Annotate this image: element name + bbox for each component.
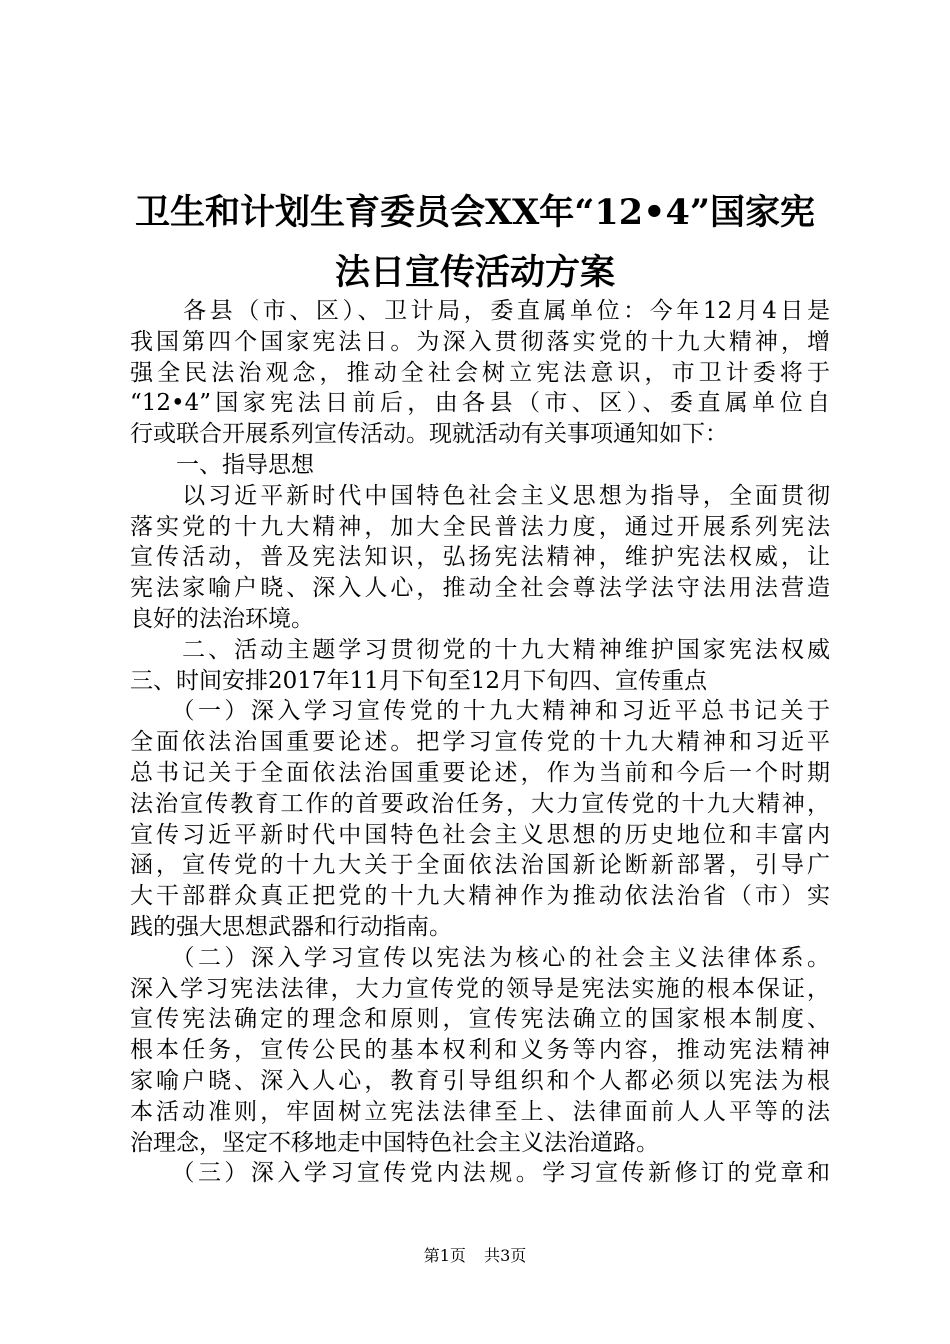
body-line: 强全民法治观念，推动全社会树立宪法意识，市卫计委将于 <box>130 359 830 386</box>
body-line: 宣传活动，普及宪法知识，弘扬宪法精神，维护宪法权威，让 <box>130 544 830 571</box>
body-line: 涵，宣传党的十九大关于全面依法治国新论断新部署，引导广 <box>130 852 830 879</box>
body-line: 本活动准则，牢固树立宪法法律至上、法律面前人人平等的法 <box>130 1098 830 1125</box>
body-line: 宣传习近平新时代中国特色社会主义思想的历史地位和丰富内 <box>130 821 830 848</box>
body-line: 全面依法治国重要论述。把学习宣传党的十九大精神和习近平 <box>130 729 830 756</box>
body-line: 以习近平新时代中国特色社会主义思想为指导，全面贯彻 <box>130 482 830 509</box>
page-number: 第1页 <box>423 1246 466 1265</box>
page-total: 共3页 <box>484 1246 527 1265</box>
body-line: 宪法家喻户晓、深入人心，推动全社会尊法学法守法用法营造 <box>130 575 830 602</box>
body-line: 深入学习宪法法律，大力宣传党的领导是宪法实施的根本保证， <box>130 975 830 1002</box>
body-line: 落实党的十九大精神，加大全民普法力度，通过开展系列宪法 <box>130 513 830 540</box>
body-line: 大干部群众真正把党的十九大精神作为推动依法治省（市）实 <box>130 883 830 910</box>
body-line: “12•4”国家宪法日前后，由各县（市、区）、委直属单位自 <box>130 390 830 417</box>
body-line: 根本任务，宣传公民的基本权利和义务等内容，推动宪法精神 <box>130 1037 830 1064</box>
body-line: 各县（市、区）、卫计局，委直属单位：今年12月4日是 <box>130 298 830 324</box>
body-line: 我国第四个国家宪法日。为深入贯彻落实党的十九大精神，增 <box>130 328 830 355</box>
body-line: （三）深入学习宣传党内法规。学习宣传新修订的党章和 <box>130 1160 830 1187</box>
document-title-line-2: 法日宣传活动方案 <box>334 252 615 293</box>
body-line: 宣传宪法确定的理念和原则，宣传宪法确立的国家根本制度、 <box>130 1006 830 1033</box>
body-line: 家喻户晓、深入人心，教育引导组织和个人都必须以宪法为根 <box>130 1067 830 1094</box>
document-title-line-1: 卫生和计划生育委员会XX年“12•4”国家宪 <box>134 192 815 233</box>
page-footer <box>0 1243 950 1266</box>
body-line: 法治宣传教育工作的首要政治任务，大力宣传党的十九大精神， <box>130 790 830 817</box>
body-line: 治理念，坚定不移地走中国特色社会主义法治道路。 <box>130 1129 659 1156</box>
document-body <box>130 296 830 1189</box>
body-line: 行或联合开展系列宣传活动。现就活动有关事项通知如下： <box>130 421 728 448</box>
body-line: （一）深入学习宣传党的十九大精神和习近平总书记关于 <box>130 698 830 725</box>
body-line: 三、时间安排2017年11月下旬至12月下旬四、宣传重点 <box>130 667 708 694</box>
body-line: 总书记关于全面依法治国重要论述，作为当前和今后一个时期 <box>130 759 830 786</box>
body-line: （二）深入学习宣传以宪法为核心的社会主义法律体系。 <box>130 944 830 971</box>
body-line: 二、活动主题学习贯彻党的十九大精神维护国家宪法权威 <box>130 636 830 663</box>
section-heading: 一、指导思想 <box>130 451 314 478</box>
body-line: 良好的法治环境。 <box>130 605 314 632</box>
body-line: 践的强大思想武器和行动指南。 <box>130 913 452 940</box>
